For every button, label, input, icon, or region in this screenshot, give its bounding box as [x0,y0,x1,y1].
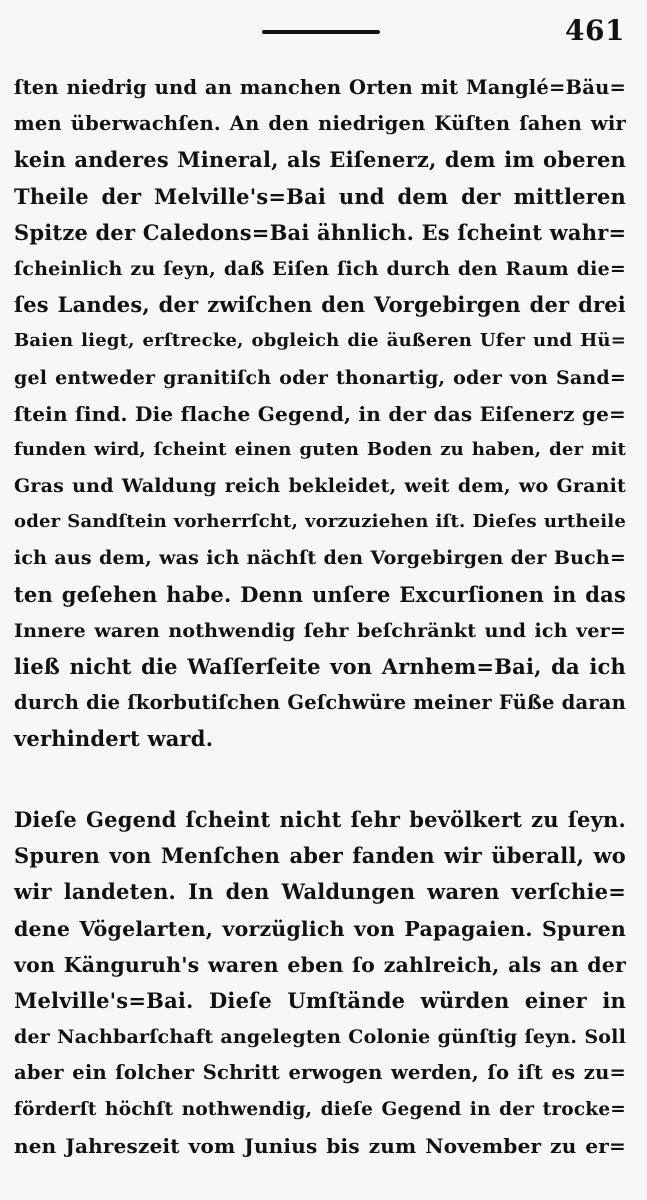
text-line: Theile der Melville's=Bai und dem der mittleren [14,183,626,209]
text-line: dene Vögelarten, vorzüglich von Papagaien. Spuren [14,916,626,941]
text-line: der Nachbarſchaft angelegten Colonie günſtig ſeyn. Soll [14,1026,626,1049]
text-line: ich aus dem, was ich nächſt den Vorgebirgen der Buch= [14,547,626,570]
paragraph-1 [14,70,626,758]
text-line: durch die ſkorbutiſchen Geſchwüre meiner Füße daran [14,691,626,715]
text-line: funden wird, ſcheint einen guten Boden zu haben, der mit [14,438,626,460]
text-line: Baien liegt, erſtrecke, obgleich die äußeren Ufer und Hü= [14,330,626,352]
page-number: 461 [565,14,625,47]
text-line: ſcheinlich zu ſeyn, daß Eiſen ſich durch den Raum die= [14,257,626,280]
text-line: ließ nicht die Waſſerſeite von Arnhem=Bai, da ich [14,654,626,679]
text-line: aber ein ſolcher Schritt erwogen werden, ſo iſt es zu= [14,1061,626,1085]
text-line: ſtein ſind. Die flache Gegend, in der das Eiſenerz ge= [14,401,626,426]
text-line: Spuren von Menſchen aber fanden wir überall, wo [14,843,626,869]
text-line: Spitze der Caledons=Bai ähnlich. Es ſcheint wahr= [14,219,627,245]
text-line: verhindert ward. [14,726,214,752]
text-line: Innere waren nothwendig ſehr beſchränkt und ich ver= [14,619,626,642]
text-line: men überwachſen. An den niedrigen Küſten ſahen wir [14,112,626,136]
text-line: nen Jahreszeit vom Junius bis zum November zu er= [14,1133,626,1158]
text-line: ſten niedrig und an manchen Orten mit Manglé=Bäu= [14,76,626,99]
text-line: oder Sandſtein vorherrſcht, vorzuziehen iſt. Dieſes urtheile [14,511,626,533]
header-rule [262,30,380,34]
text-line: Dieſe Gegend ſcheint nicht ſehr bevölkert zu ſeyn. [14,807,626,832]
text-line: ſes Landes, der zwiſchen den Vorgebirgen der drei [14,292,626,318]
text-line: förderſt höchſt nothwendig, dieſe Gegend in der trocke= [14,1098,626,1120]
text-line: wir landeten. In den Waldungen waren verſchie= [14,879,626,905]
text-line: Gras und Waldung reich bekleidet, weit dem, wo Granit [14,475,626,498]
paragraph-2 [14,802,626,1164]
text-line: von Känguruh's waren eben ſo zahlreich, als an der [14,952,626,977]
text-line: ten geſehen habe. Denn unſere Excurſionen in das [14,581,626,607]
text-line: Melville's=Bai. Dieſe Umſtände würden einer in [14,987,626,1013]
text-line: kein anderes Mineral, als Eiſenerz, dem im oberen [14,147,626,173]
text-line: gel entweder granitiſch oder thonartig, oder von Sand= [14,366,626,389]
